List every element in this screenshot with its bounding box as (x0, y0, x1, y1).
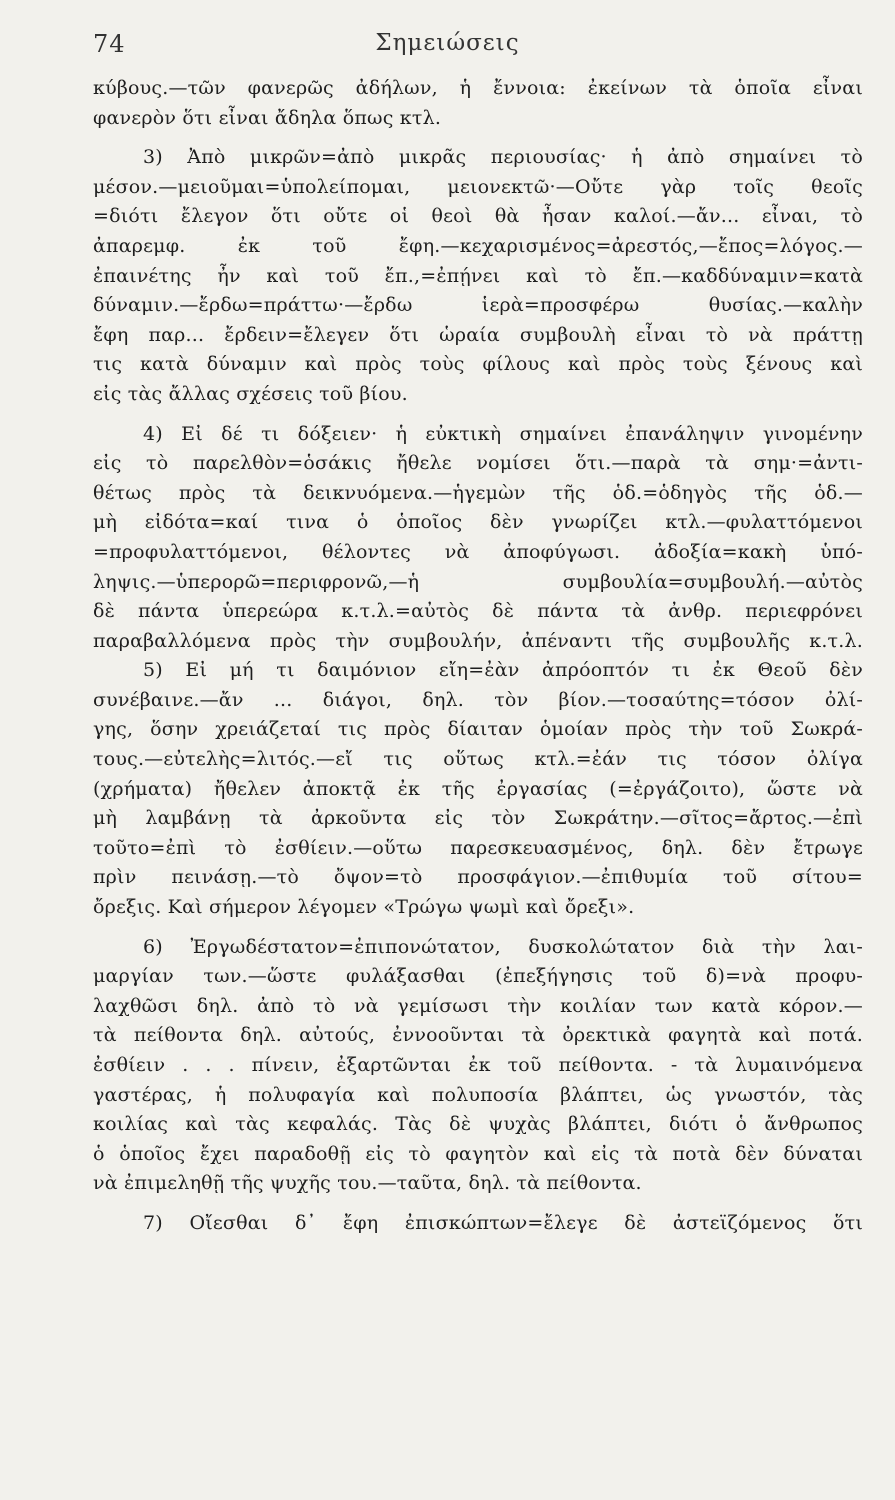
text-line: συνέβαινε.—ἄν ... διάγοι, δηλ. τὸν βίον.—τοσαύτης=τόσον ὀλί- (93, 688, 863, 711)
note-6-start: 6) Ἐργωδέστατον=ἐπιπονώτατον, δυσκολώτατον διὰ τὴν λαι- (143, 935, 863, 958)
text-line: εἰς τὸ παρελθὸν=ὁσάκις ἤθελε νομίσει ὅτι.—παρὰ τὰ σημ·=ἀντι- (93, 452, 863, 475)
note-7-start: 7) Οἴεσθαι δ᾽ ἔφη ἐπισκώπτων=ἔλεγε δὲ ἀστεϊζόμενος ὅτι (143, 1211, 863, 1234)
text-line: ἀπαρεμφ. ἐκ τοῦ ἔφη.—κεχαρισμένος=ἀρεστός,—ἔπος=λόγος.— (93, 234, 863, 257)
text-line: πρὶν πεινάσῃ.—τὸ ὄψον=τὸ προσφάγιον.—ἐπιθυμία τοῦ σίτου= (93, 866, 863, 889)
text-line: ὁ ὁποῖος ἔχει παραδοθῇ εἰς τὸ φαγητὸν καὶ εἰς τὰ ποτὰ δὲν δύναται (93, 1142, 863, 1165)
text-line: δύναμιν.—ἔρδω=πράττω·—ἔρδω ἱερὰ=προσφέρω θυσίας.—καλὴν (93, 294, 863, 317)
text-line: τις κατὰ δύναμιν καὶ πρὸς τοὺς φίλους καὶ πρὸς τοὺς ξένους καὶ (93, 353, 863, 376)
text-line: τοῦτο=ἐπὶ τὸ ἐσθίειν.—οὕτω παρεσκευασμένος, δηλ. δὲν ἔτρωγε (93, 836, 863, 859)
text-line: κύβους.—τῶν φανερῶς ἀδήλων, ἡ ἔννοια: ἐκείνων τὰ ὁποῖα εἶναι (93, 77, 863, 99)
text-line: γης, ὅσην χρειάζεταί τις πρὸς δίαιταν ὁμοίαν πρὸς τὴν τοῦ Σωκρά- (93, 718, 863, 741)
text-line: παραβαλλόμενα πρὸς τὴν συμβουλήν, ἀπέναντι τῆς συμβουλῆς κ.τ.λ. (93, 629, 863, 652)
text-line: θέτως πρὸς τὰ δεικνυόμενα.—ἡγεμὼν τῆς ὁδ.=ὁδηγὸς τῆς ὁδ.— (93, 481, 863, 504)
notes-body (93, 74, 863, 1239)
text-line: (χρήματα) ἤθελεν ἀποκτᾷ ἐκ τῆς ἐργασίας (=ἐργάζοιτο), ὥστε νὰ (93, 777, 863, 800)
text-line: ληψις.—ὑπερορῶ=περιφρονῶ,—ἡ συμβουλία=συμβουλή.—αὐτὸς (93, 570, 863, 593)
text-line: =προφυλαττόμενοι, θέλοντες νὰ ἀποφύγωσι. ἀδοξία=κακὴ ὑπό- (93, 540, 863, 563)
text-line: ἐσθίειν . . . πίνειν, ἐξαρτῶνται ἐκ τοῦ πείθοντα. - τὰ λυμαινόμενα (93, 1054, 863, 1076)
text-line: τους.—εὐτελὴς=λιτός.—εἴ τις οὕτως κτλ.=ἐάν τις τόσον ὀλίγα (93, 748, 863, 771)
running-title: Σημειώσεις (375, 30, 520, 56)
text-line: νὰ ἐπιμεληθῇ τῆς ψυχῆς του.—ταῦτα, δηλ. τὰ πείθοντα. (93, 1172, 642, 1195)
text-line: γαστέρας, ἡ πολυφαγία καὶ πολυποσία βλάπτει, ὡς γνωστόν, τὰς (93, 1083, 863, 1106)
text-line: ἐπαινέτης ἦν καὶ τοῦ ἔπ.,=ἐπῄνει καὶ τὸ ἔπ.—καδδύναμιν=κατὰ (93, 264, 863, 287)
note-4-start: 4) Εἰ δέ τι δόξειεν· ἡ εὐκτικὴ σημαίνει ἐπανάληψιν γινομένην (143, 422, 863, 445)
page-number: 74 (93, 30, 126, 58)
text-line: μὴ λαμβάνῃ τὰ ἀρκοῦντα εἰς τὸν Σωκράτην.—σῖτος=ἄρτος.—ἐπὶ (93, 807, 863, 830)
text-line: =διότι ἔλεγον ὅτι οὔτε οἱ θεοὶ θὰ ἦσαν καλοί.—ἄν... εἶναι, τὸ (93, 205, 863, 228)
note-3-start: 3) Ἀπὸ μικρῶν=ἀπὸ μικρᾶς περιουσίας· ἡ ἀπὸ σημαίνει τὸ (143, 146, 863, 169)
text-line: ἔφη παρ... ἔρδειν=ἔλεγεν ὅτι ὡραία συμβουλὴ εἶναι τὸ νὰ πράττῃ (93, 323, 863, 346)
text-line: λαχθῶσι δηλ. ἀπὸ τὸ νὰ γεμίσωσι τὴν κοιλίαν των κατὰ κόρον.— (93, 994, 863, 1017)
text-line: μαργίαν των.—ὥστε φυλάξασθαι (ἐπεξήγησις τοῦ δ)=νὰ προφυ- (93, 965, 863, 988)
text-line: τὰ πείθοντα δηλ. αὐτούς, ἐννοοῦνται τὰ ὀρεκτικὰ φαγητὰ καὶ ποτά. (93, 1024, 863, 1047)
text-line: κοιλίας καὶ τὰς κεφαλάς. Τὰς δὲ ψυχὰς βλάπτει, διότι ὁ ἄνθρωπος (93, 1113, 863, 1136)
text-line: μὴ εἰδότα=καί τινα ὁ ὁποῖος δὲν γνωρίζει κτλ.—φυλαττόμενοι (93, 511, 863, 534)
note-5-start: 5) Εἰ μή τι δαιμόνιον εἴη=ἐὰν ἀπρόοπτόν τι ἐκ Θεοῦ δὲν (143, 659, 863, 682)
text-line: μέσον.—μειοῦμαι=ὑπολείπομαι, μειονεκτῶ·—Οὔτε γὰρ τοῖς θεοῖς (93, 175, 863, 198)
text-line: εἰς τὰς ἄλλας σχέσεις τοῦ βίου. (93, 382, 408, 405)
text-line: φανερὸν ὅτι εἶναι ἄδηλα ὅπως κτλ. (93, 106, 442, 129)
text-line: ὄρεξις. Καὶ σήμερον λέγομεν «Τρώγω ψωμὶ καὶ ὄρεξι». (93, 896, 635, 919)
page-header (0, 30, 895, 64)
text-line: δὲ πάντα ὑπερεώρα κ.τ.λ.=αὐτὸς δὲ πάντα τὰ ἀνθρ. περιεφρόνει (93, 600, 863, 623)
